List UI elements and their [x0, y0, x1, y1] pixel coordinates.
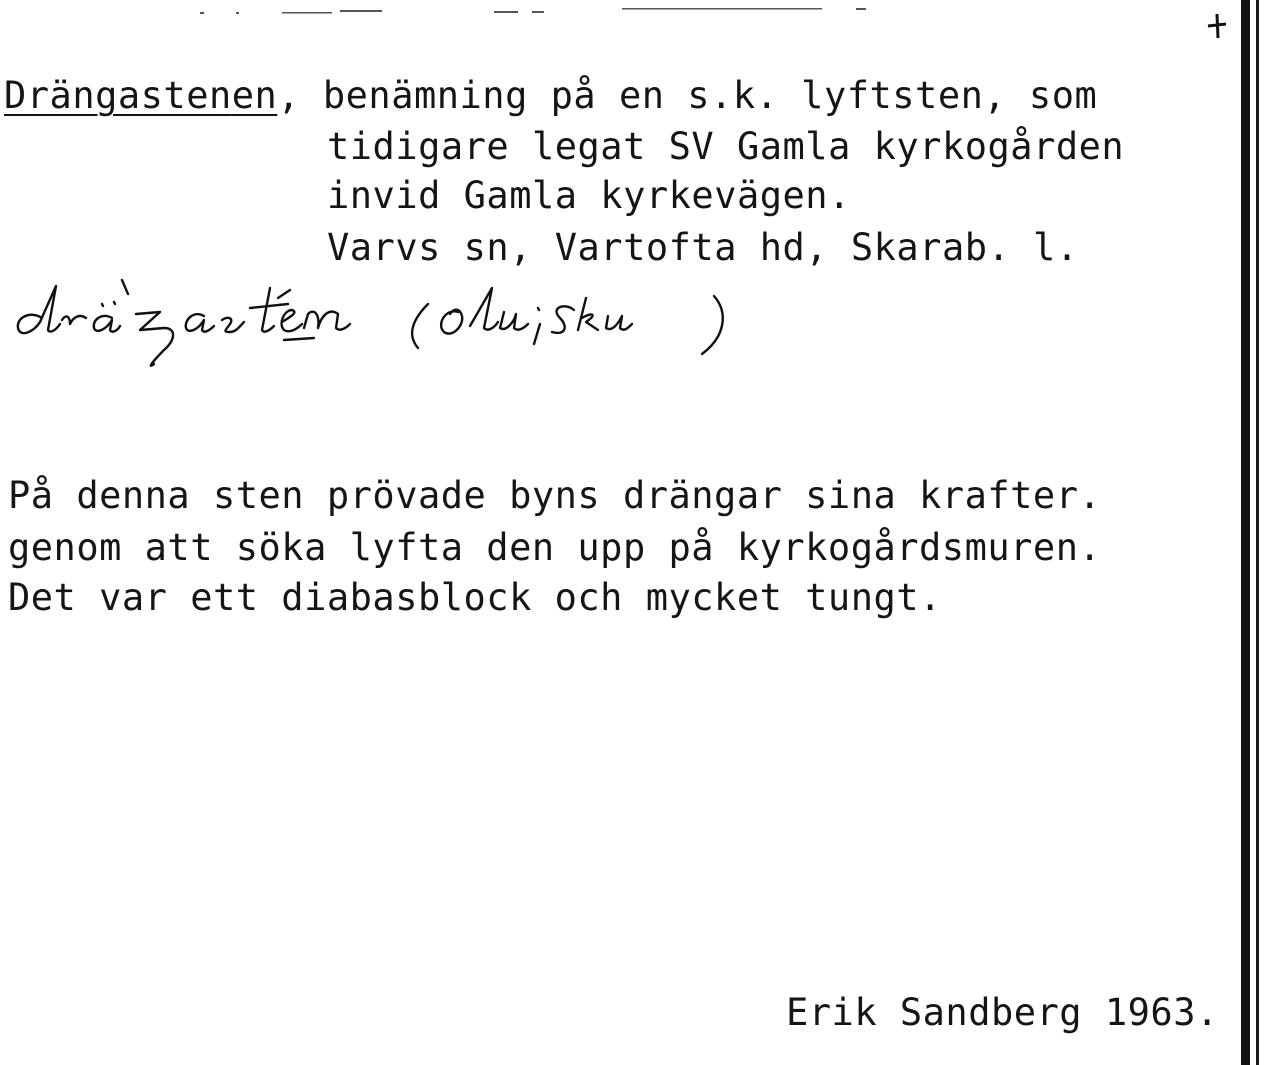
body-line-1: På denna sten prövade byns drängar sina krafter. [8, 474, 1102, 517]
definition-line-2: tidigare legat SV Gamla kyrkogården [327, 125, 1125, 168]
card-edge-right [1256, 0, 1259, 1065]
card-edge-left [1241, 0, 1250, 1065]
handwritten-pronunciation [8, 268, 768, 378]
headword-suffix: en [231, 74, 278, 117]
location-line: Varvs sn, Vartofta hd, Skarab. l. [327, 226, 1079, 269]
body-line-2: genom att söka lyfta den upp på kyrkogårdsmuren. [8, 526, 1102, 569]
headword-line [4, 70, 1097, 122]
plus-mark-icon [1204, 10, 1230, 40]
scan-noise [0, 0, 1272, 20]
definition-start: , benämning på en s.k. lyftsten, som [277, 74, 1098, 117]
definition-line-3: invid Gamla kyrkevägen. [327, 174, 851, 217]
signature: Erik Sandberg 1963. [786, 991, 1219, 1034]
body-line-3: Det var ett diabasblock och mycket tungt. [8, 576, 942, 619]
headword: Drängasten [4, 74, 232, 117]
